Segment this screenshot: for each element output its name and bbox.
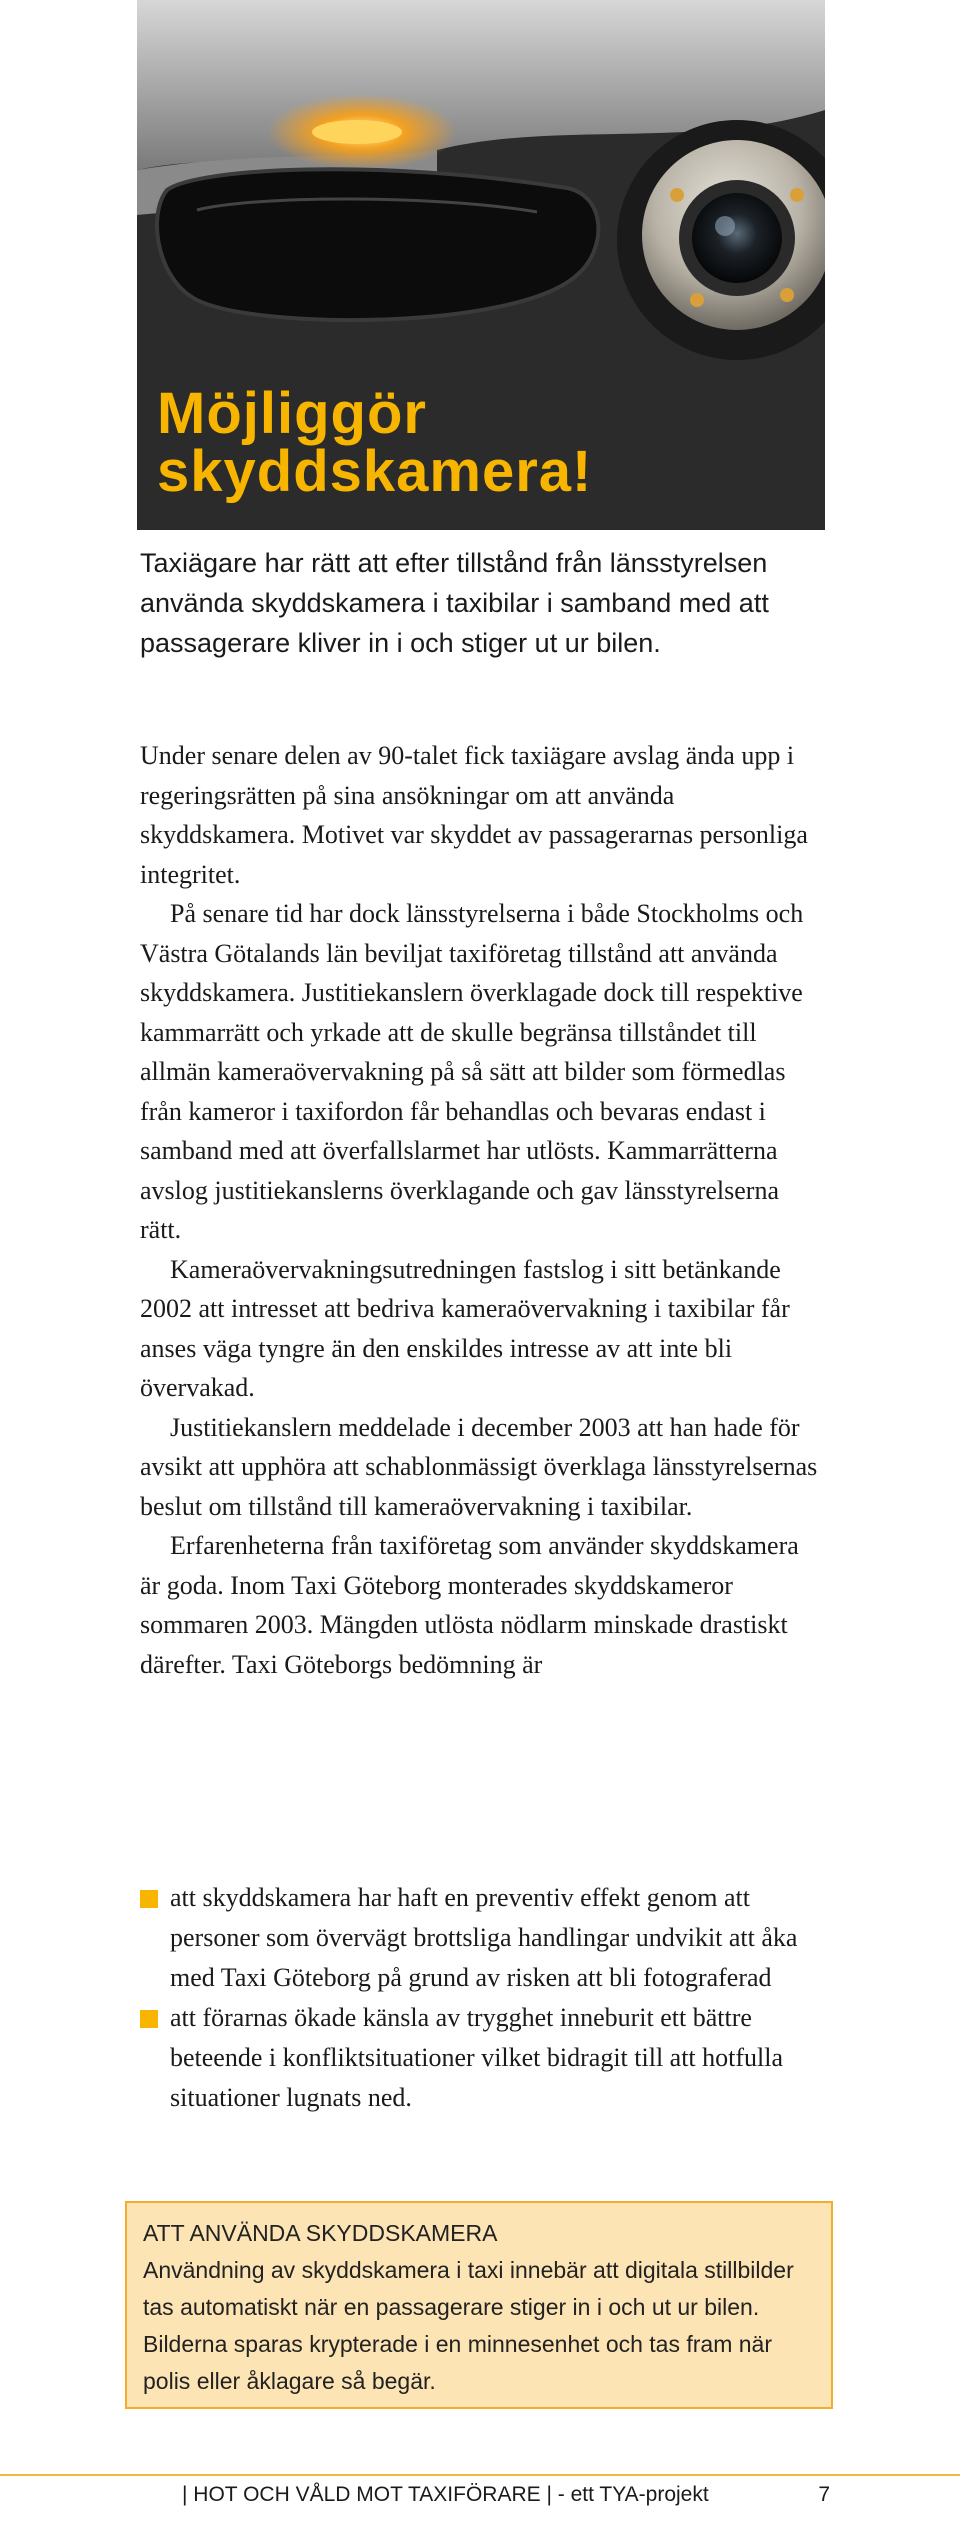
body-paragraph-3: Kameraövervakningsutredningen fastslog i sitt betänkande 2002 att intresset att bedriva kameraövervakning i taxibilar får anses väga tyngre än den enskildes intresse av att inte bli övervakad. (140, 1254, 790, 1402)
page-footer (182, 2474, 830, 2516)
body-paragraph-1: Under senare delen av 90-talet fick taxiägare avslag ända upp i regeringsrätten på sina ansökningar om att använda skyddskamera. Motivet var skyddet av passagerarnas personliga integritet. (140, 741, 808, 889)
bullet-text-1: att skyddskamera har haft en preventiv effekt genom att personer som övervägt brottsliga handlingar undvikit att åka med Taxi Göteborg på grund av risken att bli fotograferad (170, 1883, 798, 1992)
title-line-2: skyddskamera! (157, 439, 593, 504)
info-box-text: Användning av skyddskamera i taxi innebär att digitala stillbilder tas automatiskt när en passagerare stiger in i och ut ur bilen. Bilderna sparas krypterade i en minnesenhet och tas fram när polis eller åklagare så begär. (143, 2257, 794, 2394)
yellow-square-bullet-icon (140, 2010, 158, 2028)
bullet-text-2: att förarnas ökade känsla av trygghet inneburit ett bättre beteende i konfliktsituationer vilket bidragit till att hotfulla situationer lugnats ned. (170, 2003, 784, 2112)
yellow-square-bullet-icon (140, 1890, 158, 1908)
body-text (140, 736, 820, 1684)
title-line-1: Möjliggör (157, 381, 427, 446)
hero-photo (137, 0, 825, 530)
list-item (140, 1998, 820, 2118)
bullet-list (140, 1878, 820, 2118)
page-title (157, 381, 593, 504)
body-paragraph-2: På senare tid har dock länsstyrelserna i både Stockholms och Västra Götalands län beviljat taxiföretag tillstånd att använda skyddskamera. Justitiekanslern överklagade dock till respektive kammarrätt och yrkade att de skulle begränsa tillståndet till allmän kameraövervakning på så sätt att bilder som förmedlas från kameror i taxifordon får behandlas och bevaras endast i samband med att överfallslarmet har utlösts. Kammarrätterna avslog justitiekanslerns överklagande och gav länsstyrelserna rätt. (140, 899, 804, 1244)
info-box-heading: ATT ANVÄNDA SKYDDSKAMERA (143, 2220, 498, 2246)
intro-paragraph: Taxiägare har rätt att efter tillstånd från länsstyrelsen använda skyddskamera i taxibilar i samband med att passagerare kliver in i och stiger ut ur bilen. (140, 548, 769, 658)
page-number: 7 (818, 2483, 830, 2506)
info-box (125, 2201, 833, 2409)
body-paragraph-5: Erfarenheterna från taxiföretag som använder skyddskamera är goda. Inom Taxi Göteborg monterades skyddskameror sommaren 2003. Mängden utlösta nödlarm minskade drastiskt därefter. Taxi Göteborgs bedömning är (140, 1531, 799, 1679)
list-item (140, 1878, 820, 1998)
body-paragraph-4: Justitiekanslern meddelade i december 2003 att han hade för avsikt att upphöra att schablonmässigt överklaga länsstyrelsernas beslut om tillstånd till kameraövervakning i taxibilar. (140, 1412, 818, 1521)
footer-text: | HOT OCH VÅLD MOT TAXIFÖRARE | - ett TYA-projekt (182, 2483, 709, 2506)
